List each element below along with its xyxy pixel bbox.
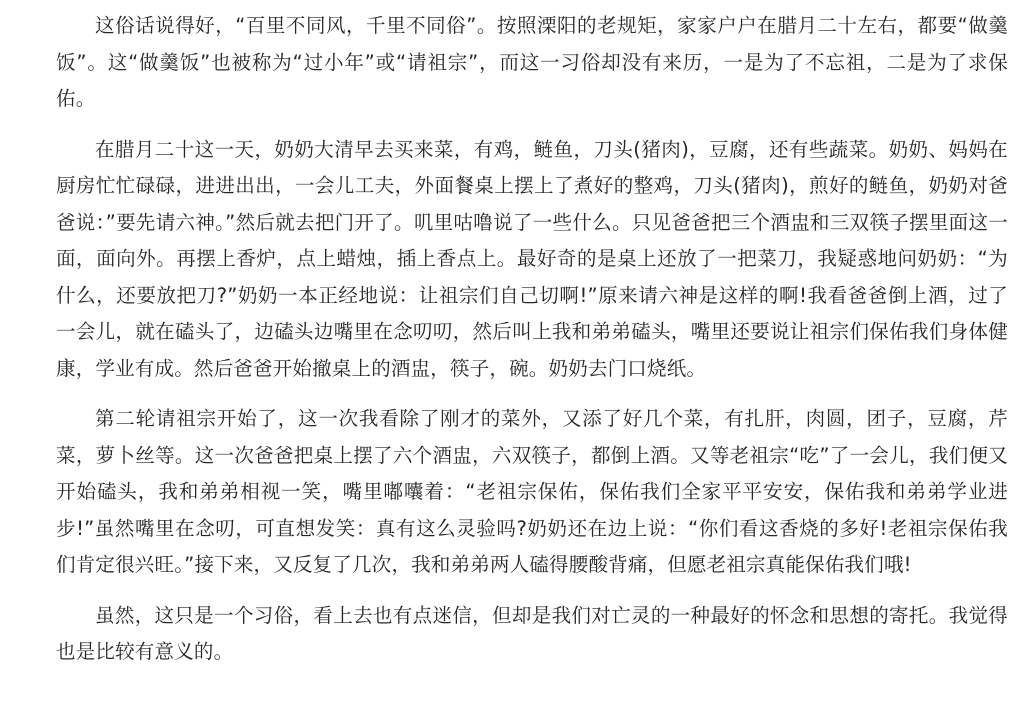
paragraph-1: 这俗话说得好，“百里不同风，千里不同俗”。按照溧阳的老规矩，家家户户在腊月二十左右，都要“做羹饭”。这“做羹饭”也被称为“过小年”或“请祖宗”，而这一习俗却没有来历，一是为了不忘祖，二是为了求保佑。 [56,14,1008,110]
paragraph-2: 在腊月二十这一天，奶奶大清早去买来菜，有鸡，鲢鱼，刀头(猪肉)，豆腐，还有些蔬菜。奶奶、妈妈在厨房忙忙碌碌，进进出出，一会儿工夫，外面餐桌上摆上了煮好的整鸡，刀头(猪肉)，煎好的鲢鱼，奶奶对爸爸说：”要先请六神。”然后就去把门开了。叽里咕噜说了一些什么。只见爸爸把三个酒盅和三双筷子摆里面这一面，面向外。再摆上香炉，点上蜡烛，插上香点上。最好奇的是桌上还放了一把菜刀，我疑惑地问奶奶：“为什么，还要放把刀?”奶奶一本正经地说：让祖宗们自己切啊!”原来请六神是这样的啊!我看爸爸倒上酒，过了一会儿，就在磕头了，边磕头边嘴里在念叨叨，然后叫上我和弟弟磕头，嘴里还要说让祖宗们保佑我们身体健康，学业有成。然后爸爸开始撤桌上的酒盅，筷子，碗。奶奶去门口烧纸。 [56,137,1008,380]
paragraph-4: 虽然，这只是一个习俗，看上去也有点迷信，但却是我们对亡灵的一种最好的怀念和思想的寄托。我觉得也是比较有意义的。 [56,603,1008,663]
paragraph-3: 第二轮请祖宗开始了，这一次我看除了刚才的菜外，又添了好几个菜，有扎肝，肉圆，团子，豆腐，芹菜，萝卜丝等。这一次爸爸把桌上摆了六个酒盅，六双筷子，都倒上酒。又等老祖宗“吃”了一会儿，我们便又开始磕头，我和弟弟相视一笑，嘴里嘟囔着：“老祖宗保佑，保佑我们全家平平安安，保佑我和弟弟学业进步!”虽然嘴里在念叨，可直想发笑：真有这么灵验吗?奶奶还在边上说：“你们看这香烧的多好!老祖宗保佑我们肯定很兴旺。”接下来，又反复了几次，我和弟弟两人磕得腰酸背痛，但愿老祖宗真能保佑我们哦! [56,407,1008,576]
